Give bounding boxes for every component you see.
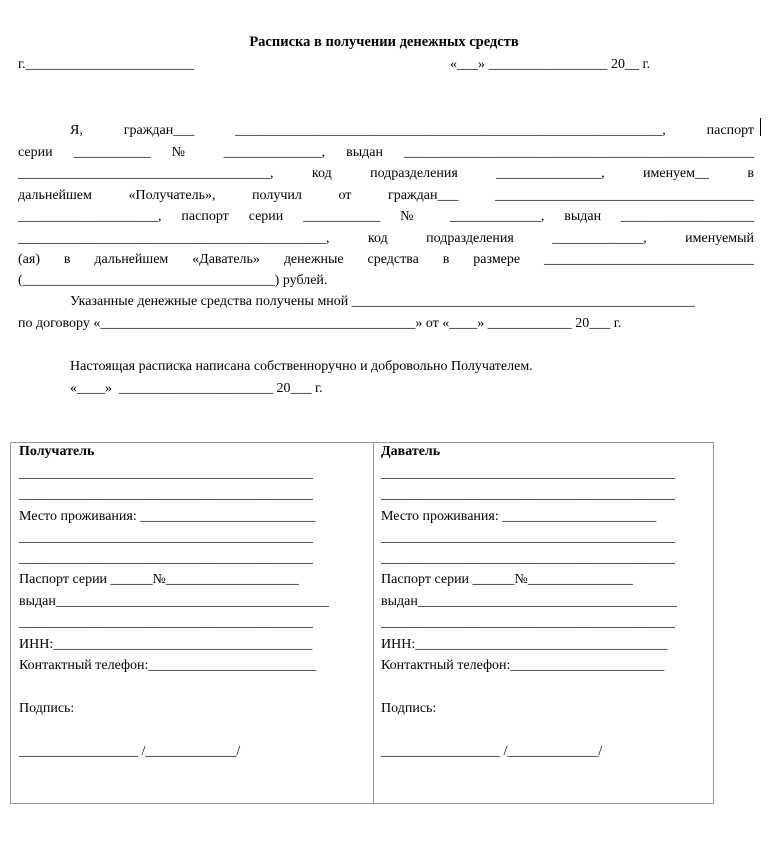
body-line-12: «____» ______________________ 20___ г. (70, 381, 323, 396)
giver-inn: ИНН:____________________________________ (381, 637, 668, 652)
body-line-10: по договору «_____________________________________________» от «____» ____________ 20___ г. (18, 316, 622, 331)
recipient-blank-1: __________________________________________ (19, 466, 313, 481)
recipient-signature-label: Подпись: (19, 701, 75, 716)
table-divider (373, 443, 374, 803)
body-line-1: Я, граждан___ _____________________________________________________________, паспорт (70, 123, 755, 138)
recipient-issued: выдан_______________________________________ (19, 594, 329, 609)
giver-issued: выдан_____________________________________ (381, 594, 677, 609)
signature-table (10, 442, 714, 804)
recipient-signature-line: _________________ /_____________/ (19, 744, 241, 759)
recipient-blank-4: __________________________________________ (19, 551, 313, 566)
giver-blank-4: __________________________________________ (381, 551, 675, 566)
body-line-3: ____________________________________, код подразделения _______________, именуем__ в (18, 166, 755, 181)
recipient-column (19, 443, 369, 803)
giver-heading: Даватель (381, 444, 441, 459)
recipient-blank-2: __________________________________________ (19, 487, 313, 502)
giver-blank-5: __________________________________________ (381, 615, 675, 630)
giver-blank-3: __________________________________________ (381, 530, 675, 545)
body-line-8: (____________________________________) рублей. (18, 273, 328, 288)
body-line-4: дальнейшем «Получатель», получил от граждан___ _____________________________________ (18, 188, 755, 203)
recipient-passport: Паспорт серии ______№___________________ (19, 572, 299, 587)
document-title: Расписка в получении денежных средств (249, 34, 519, 50)
city-field: г.________________________ (18, 57, 194, 72)
giver-column (381, 443, 731, 803)
recipient-blank-3: __________________________________________ (19, 530, 313, 545)
giver-signature-label: Подпись: (381, 701, 437, 716)
body-line-6: ____________________________________________, код подразделения _____________, именуемый (18, 231, 755, 246)
margin-marker (760, 118, 761, 136)
giver-blank-2: __________________________________________ (381, 487, 675, 502)
giver-residence: Место проживания: ______________________ (381, 509, 657, 524)
body-line-2: серии ___________ № ______________, выдан __________________________________________________ (18, 145, 754, 160)
recipient-heading: Получатель (19, 444, 95, 459)
body-line-7: (ая) в дальнейшем «Даватель» денежные средства в размере ______________________________ (18, 252, 755, 267)
giver-phone: Контактный телефон:______________________ (381, 658, 665, 673)
giver-signature-line: _________________ /_____________/ (381, 744, 603, 759)
body-line-9: Указанные денежные средства получены мной _________________________________________________ (70, 294, 695, 309)
body-line-11: Настоящая расписка написана собственноручно и добровольно Получателем. (70, 359, 533, 374)
body-line-5: ____________________, паспорт серии ___________ № _____________, выдан ___________________ (18, 209, 755, 224)
recipient-blank-5: __________________________________________ (19, 615, 313, 630)
date-field: «___» _________________ 20__ г. (450, 57, 651, 72)
recipient-residence: Место проживания: _________________________ (19, 509, 316, 524)
giver-blank-1: __________________________________________ (381, 466, 675, 481)
recipient-inn: ИНН:_____________________________________ (19, 637, 313, 652)
recipient-phone: Контактный телефон:________________________ (19, 658, 317, 673)
giver-passport: Паспорт серии ______№_______________ (381, 572, 633, 587)
